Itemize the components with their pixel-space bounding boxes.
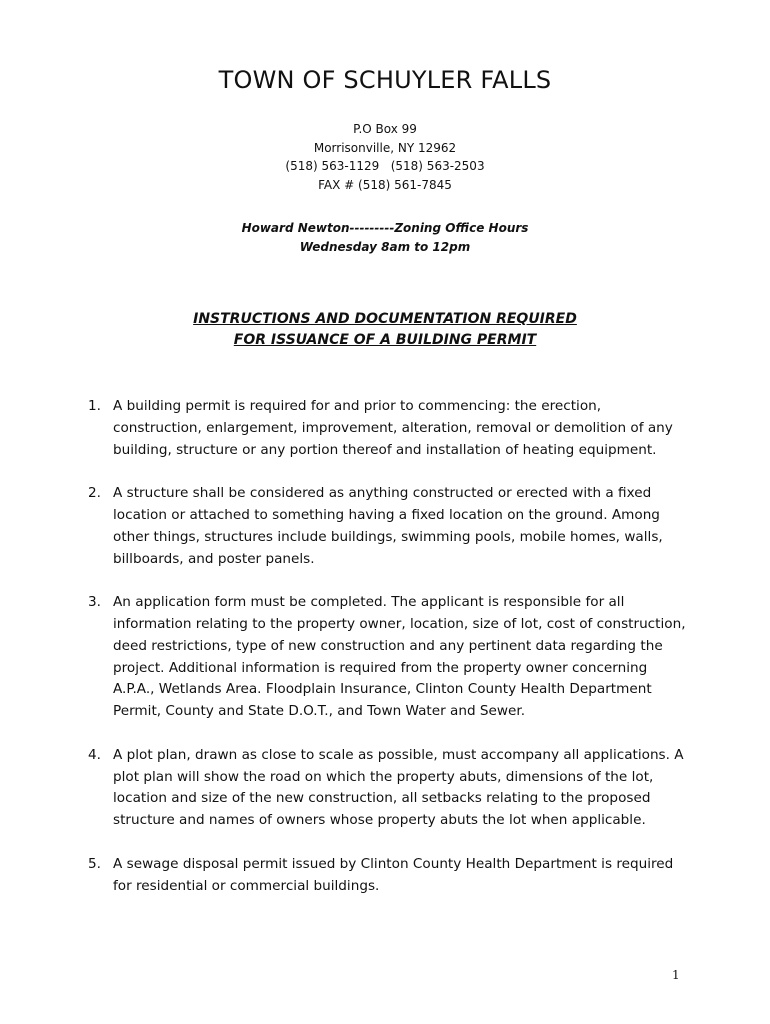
office-hours-time: Wednesday 8am to 12pm [299, 239, 471, 254]
list-item-number: 3. [88, 594, 101, 611]
page-title: TOWN OF SCHUYLER FALLS [218, 66, 552, 94]
address-fax: FAX # (518) 561-7845 [318, 177, 452, 192]
list-item [88, 745, 688, 832]
address-block [0, 120, 770, 194]
office-hours-contact: Howard Newton---------Zoning Office Hours [241, 221, 529, 235]
list-item-number: 5. [88, 855, 101, 872]
list-item-number: 2. [88, 485, 101, 502]
address-po-box: P.O Box 99 [353, 122, 417, 136]
list-item-text: A building permit is required for and prior to commencing: the erection, construction, enlargement, improvement, alteration, removal or demolition of any building, structure or any portion thereof and installation of heating equipment. [113, 398, 673, 458]
list-item [88, 592, 688, 723]
instructions-list [88, 396, 688, 919]
page-number: 1 [672, 968, 680, 982]
list-item [88, 396, 688, 461]
list-item-text: A structure shall be considered as anything constructed or erected with a fixed location or attached to something having a fixed location on the ground. Among other things, structures include buildings, swimming pools, mobile homes, walls, billboards, and poster panels. [113, 485, 663, 567]
list-item-text: An application form must be completed. The applicant is responsible for all information relating to the property owner, location, size of lot, cost of construction, deed restrictions, type of new construction and any pertinent data regarding the project. Additional information is required from the property owner concerning A.P.A., Wetlands Area. Floodplain Insurance, Clinton County Health Department Permit, County and State D.O.T., and Town Water and Sewer. [113, 594, 686, 720]
list-item-number: 4. [88, 746, 101, 763]
list-item [88, 854, 688, 898]
section-heading [0, 309, 770, 351]
address-city: Morrisonville, NY 12962 [313, 140, 457, 155]
office-hours-block [0, 219, 770, 256]
list-item [88, 483, 688, 570]
section-heading-line-1: INSTRUCTIONS AND DOCUMENTATION REQUIRED [193, 311, 577, 327]
list-item-number: 1. [88, 398, 101, 414]
list-item-text: A sewage disposal permit issued by Clinton County Health Department is required for residential or commercial buildings. [113, 855, 674, 894]
address-phones: (518) 563-1129 (518) 563-2503 [285, 159, 485, 173]
section-heading-line-2: FOR ISSUANCE OF A BUILDING PERMIT [233, 332, 537, 348]
list-item-text: A plot plan, drawn as close to scale as possible, must accompany all applications. A plot plan will show the road on which the property abuts, dimensions of the lot, location and size of the new construction, all setbacks relating to the proposed structure and names of owners whose property abuts the lot when applicable. [113, 746, 684, 829]
